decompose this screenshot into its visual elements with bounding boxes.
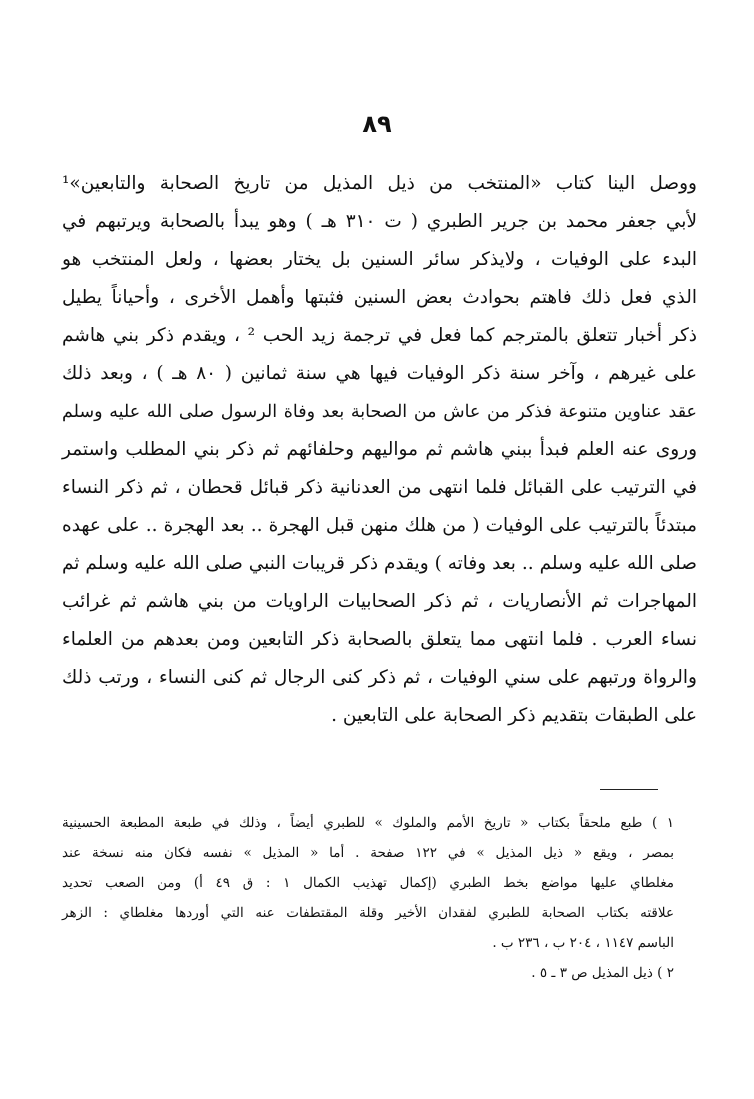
text-line: على غيرهم ، وآخر سنة ذكر الوفيات فيها هي سنة ثمانين ( ٨٠ هـ ) ، وبعد ذلك xyxy=(62,363,697,384)
footnote-2 xyxy=(62,958,674,988)
text-line: البدء على الوفيات ، ولايذكر سائر السنين بل يختار بعضها ، ولعل المنتخب هو xyxy=(62,249,697,270)
text-line: ووصل الينا كتاب «المنتخب من ذيل المذيل من تاريخ الصحابة والتابعين»¹ xyxy=(62,173,697,194)
text-line: الذي فعل ذلك فاهتم بحوادث بعض السنين فثبتها وأهمل الأخرى ، وأحياناً يطيل xyxy=(62,287,697,308)
footnote-line: بمصر ، ويقع « ذيل المذيل » في ١٢٢ صفحة . أما « المذيل » نفسه فكان منه نسخة عند xyxy=(62,845,674,861)
footnote-line: الباسم ١١٤٧ ، ٢٠٤ ب ، ٢٣٦ ب . xyxy=(492,935,674,951)
text-line: عقد عناوين متنوعة فذكر من عاش من الصحابة بعد وفاة الرسول صلى الله عليه وسلم xyxy=(62,402,697,422)
text-line: وروى عنه العلم فبدأ ببني هاشم ثم مواليهم وحلفائهم ثم ذكر بني المطلب واستمر xyxy=(62,439,697,460)
footnote-line: ١ ) طبع ملحقاً بكتاب « تاريخ الأمم والملوك » للطبري أيضاً ، وذلك في طبعة المطبعة الحسينية xyxy=(62,815,674,831)
footnote-line: ٢ ) ذيل المذيل ص ٣ ـ ٥ . xyxy=(531,965,674,981)
text-line: نساء العرب . فلما انتهى مما يتعلق بالصحابة ذكر التابعين ومن بعدهم من العلماء xyxy=(62,629,697,650)
text-line: على الطبقات بتقديم ذكر الصحابة على التابعين . xyxy=(331,705,697,726)
text-line: مبتدئاً بالترتيب على الوفيات ( من هلك منهن قبل الهجرة .. بعد الهجرة .. على عهده xyxy=(62,515,697,536)
text-line: المهاجرات ثم الأنصاريات ، ثم ذكر الصحابيات الراويات من بني هاشم ثم غرائب xyxy=(62,591,697,612)
footnote-line: مغلطاي عليها مواضع بخط الطبري (إكمال تهذيب الكمال ١ : ق ٤٩ أ) ومن الصعب تحديد xyxy=(62,875,674,891)
text-line: صلى الله عليه وسلم .. بعد وفاته ) ويقدم ذكر قريبات النبي صلى الله عليه وسلم ثم xyxy=(62,553,697,574)
page-number: ٨٩ xyxy=(362,110,392,138)
text-line: في الترتيب على القبائل فلما انتهى من العدنانية ذكر قبائل قحطان ، ثم ذكر النساء xyxy=(62,477,697,498)
footnote-separator xyxy=(600,789,658,790)
footnote-1 xyxy=(62,808,674,958)
text-line: والرواة ورتبهم على سني الوفيات ، ثم ذكر كنى الرجال ثم كنى النساء ، ورتب ذلك xyxy=(62,667,697,688)
footnotes xyxy=(62,808,674,988)
text-line: لأبي جعفر محمد بن جرير الطبري ( ت ٣١٠ هـ ) وهو يبدأ بالصحابة ويرتبهم في xyxy=(62,211,698,232)
main-text xyxy=(62,165,697,735)
text-line: ذكر أخبار تتعلق بالمترجم كما فعل في ترجمة زيد الحب ² ، ويقدم ذكر بني هاشم xyxy=(62,325,698,346)
footnote-line: علاقته بكتاب الصحابة للطبري لفقدان الأخير وقلة المقتطفات عنه التي أوردها مغلطاي : الزهر xyxy=(62,905,674,921)
